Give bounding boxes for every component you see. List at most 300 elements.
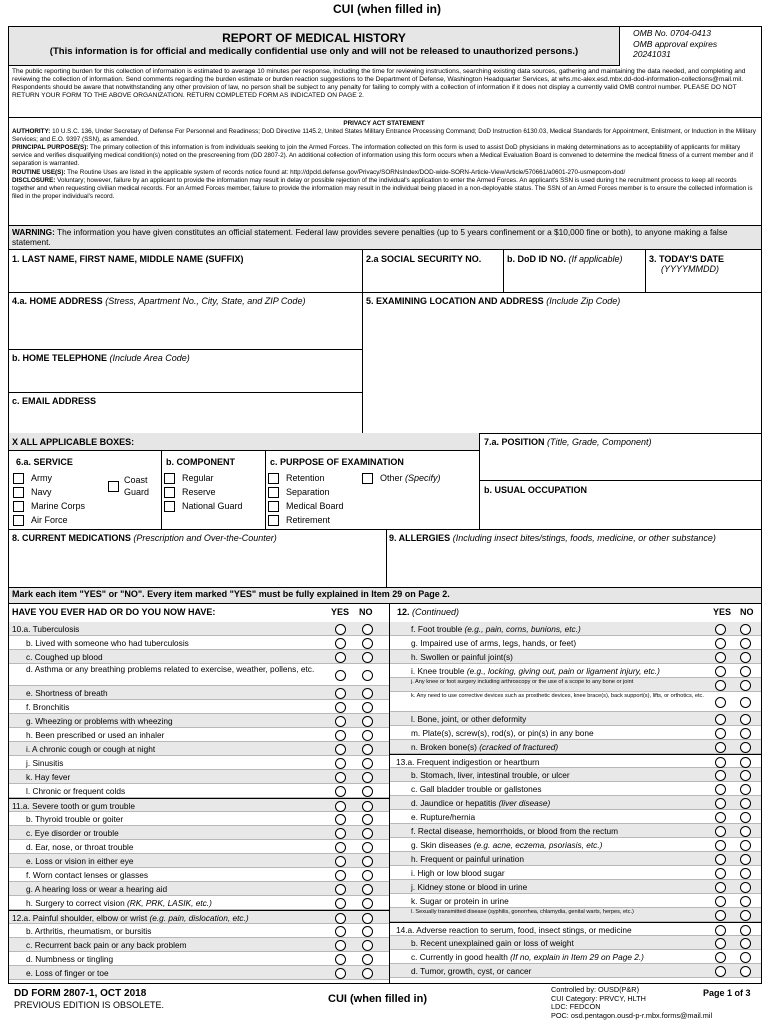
question-row <box>390 740 761 754</box>
question-row <box>9 952 389 966</box>
yes-radio[interactable] <box>715 896 726 907</box>
checkbox-label-retirement: Retirement <box>286 515 331 525</box>
divider <box>9 587 761 588</box>
question-row <box>390 950 761 964</box>
question-label: g. Wheezing or problems with wheezing <box>26 716 173 726</box>
question-row <box>9 910 389 924</box>
no-radio[interactable] <box>362 772 373 783</box>
yes-radio[interactable] <box>335 730 346 741</box>
question-label: e. Loss of finger or toe <box>26 968 109 978</box>
no-radio[interactable] <box>740 925 751 936</box>
warning-box <box>9 225 761 250</box>
question-row <box>390 866 761 880</box>
no-radio[interactable] <box>362 954 373 965</box>
no-radio[interactable] <box>362 716 373 727</box>
yes-radio[interactable] <box>335 954 346 965</box>
no-radio[interactable] <box>740 854 751 865</box>
checkbox-marine-corps[interactable] <box>13 501 24 512</box>
question-row <box>390 810 761 824</box>
yes-radio[interactable] <box>335 898 346 909</box>
question-row <box>390 908 761 922</box>
yes-radio[interactable] <box>715 840 726 851</box>
divider <box>9 292 761 293</box>
no-radio[interactable] <box>740 638 751 649</box>
purpose-label: PRINCIPAL PURPOSE(S): <box>12 144 89 152</box>
yes-radio[interactable] <box>335 913 346 924</box>
question-label: b. Stomach, liver, intestinal trouble, or ulcer <box>411 770 570 780</box>
mark-instructions: Mark each item "YES" or "NO". Every item marked "YES" must be fully explained in Item 29 on Page 2. <box>12 589 450 599</box>
yes-radio[interactable] <box>335 926 346 937</box>
question-label: g. Skin diseases (e.g. acne, eczema, psoriasis, etc.) <box>411 840 603 850</box>
yes-radio[interactable] <box>335 772 346 783</box>
divider <box>9 117 761 118</box>
medications-label: 8. CURRENT MEDICATIONS (Prescription and Over-the-Counter) <box>12 533 277 543</box>
no-radio[interactable] <box>362 870 373 881</box>
authority-label: AUTHORITY: <box>12 128 51 136</box>
dod-id-input[interactable] <box>505 265 644 291</box>
question-row <box>9 854 389 868</box>
question-row <box>390 880 761 894</box>
yes-header-left: YES <box>331 607 350 617</box>
question-row <box>9 784 389 798</box>
yes-radio[interactable] <box>335 624 346 635</box>
question-row <box>9 756 389 770</box>
question-row <box>390 768 761 782</box>
no-radio[interactable] <box>362 786 373 797</box>
question-row <box>390 664 761 678</box>
poc: POC: osd.pentagon.ousd-p-r.mbx.forms@mail.mil <box>551 1010 713 1020</box>
yes-radio[interactable] <box>335 828 346 839</box>
routine-text: The Routine Uses are listed in the applicable system of records notice found at: http://dpcld.defense.gov/Privacy/SORNsIndex/DOD-wide-SORN-Article-View/Article/570661/a0601-270-usmepcom-dod/ <box>67 168 626 176</box>
yes-radio[interactable] <box>715 854 726 865</box>
question-label: b. Arthritis, rheumatism, or bursitis <box>26 926 152 936</box>
question-label: j. Sinusitis <box>26 758 64 768</box>
obsolete-notice: PREVIOUS EDITION IS OBSOLETE. <box>14 1000 165 1010</box>
yes-radio[interactable] <box>715 638 726 649</box>
no-radio[interactable] <box>362 856 373 867</box>
question-row <box>9 840 389 854</box>
divider <box>9 603 761 604</box>
question-label: e. Shortness of breath <box>26 688 108 698</box>
question-row <box>390 636 761 650</box>
no-radio[interactable] <box>740 938 751 949</box>
omb-date: 20241031 <box>633 49 671 59</box>
dod-id-field-label: b. DoD ID NO. (If applicable) <box>507 254 623 264</box>
yes-radio[interactable] <box>715 826 726 837</box>
question-label: d. Ear, nose, or throat trouble <box>26 842 134 852</box>
question-label: l. Bone, joint, or other deformity <box>411 714 527 724</box>
no-radio[interactable] <box>740 840 751 851</box>
question-row <box>9 826 389 840</box>
no-radio[interactable] <box>362 842 373 853</box>
yes-radio[interactable] <box>335 870 346 881</box>
question-label: 14.a. Adverse reaction to serum, food, insect stings, or medicine <box>396 925 632 935</box>
no-radio[interactable] <box>362 898 373 909</box>
question-row <box>9 622 389 636</box>
checkbox-label-regular: Regular <box>182 473 214 483</box>
ssn-field-label: 2.a SOCIAL SECURITY NO. <box>366 254 482 264</box>
no-radio[interactable] <box>740 714 751 725</box>
question-label: 13.a. Frequent indigestion or heartburn <box>396 757 540 767</box>
checkbox-air-force[interactable] <box>13 515 24 526</box>
yes-radio[interactable] <box>715 714 726 725</box>
question-label: h. Been prescribed or used an inhaler <box>26 730 165 740</box>
question-label: h. Swollen or painful joint(s) <box>411 652 513 662</box>
question-label: k. Any need to use corrective devices such as prosthetic devices, knee brace(s), back support(s), lifts, or orthotics, etc. <box>411 693 704 699</box>
form-number: DD FORM 2807-1, OCT 2018 <box>14 988 147 999</box>
yes-radio[interactable] <box>715 882 726 893</box>
divider <box>386 529 387 587</box>
no-radio[interactable] <box>362 758 373 769</box>
question-label: c. Coughed up blood <box>26 652 103 662</box>
question-label: l. Chronic or frequent colds <box>26 786 126 796</box>
no-radio[interactable] <box>362 624 373 635</box>
question-label: f. Worn contact lenses or glasses <box>26 870 149 880</box>
authority-text: 10 U.S.C. 136, Under Secretary of Defense For Personnel and Readiness; DoD Directive 1145.2, United States Military Entrance Processing Command; DoD Instruction 6130.03, Medical Standards for Appointment, Enlistment, or Induction in the Military Services; and E.O. 9397 (SSN), as amended. <box>12 128 756 144</box>
question-label: g. A hearing loss or wear a hearing aid <box>26 884 168 894</box>
question-row <box>9 896 389 910</box>
yes-radio[interactable] <box>715 680 726 691</box>
no-radio[interactable] <box>740 666 751 677</box>
yes-radio[interactable] <box>335 638 346 649</box>
question-row <box>9 770 389 784</box>
email-label: c. EMAIL ADDRESS <box>12 396 97 406</box>
no-radio[interactable] <box>740 826 751 837</box>
no-radio[interactable] <box>740 966 751 977</box>
applicable-boxes-label: X ALL APPLICABLE BOXES: <box>12 437 135 447</box>
privacy-title: PRIVACY ACT STATEMENT <box>343 120 425 127</box>
no-radio[interactable] <box>740 798 751 809</box>
question-row <box>390 922 761 936</box>
yes-radio[interactable] <box>335 968 346 979</box>
question-row <box>390 692 761 712</box>
question-row <box>390 964 761 978</box>
question-row <box>9 882 389 896</box>
page-number: Page 1 of 3 <box>703 988 751 998</box>
yes-radio[interactable] <box>335 702 346 713</box>
question-label: 12.a. Painful shoulder, elbow or wrist (e.g. pain, dislocation, etc.) <box>12 913 249 923</box>
yes-radio[interactable] <box>715 757 726 768</box>
divider <box>645 250 646 292</box>
question-row <box>9 924 389 938</box>
question-label: k. Sugar or protein in urine <box>411 896 509 906</box>
home-phone-input[interactable] <box>10 365 361 391</box>
exam-location-label: 5. EXAMINING LOCATION AND ADDRESS (Include Zip Code) <box>366 296 621 306</box>
yes-radio[interactable] <box>715 812 726 823</box>
checkbox-retention[interactable] <box>268 473 279 484</box>
controlled-by: Controlled by: OUSD(P&R) <box>551 985 639 994</box>
no-radio[interactable] <box>362 828 373 839</box>
divider <box>479 433 480 529</box>
form-title: REPORT OF MEDICAL HISTORY <box>222 31 406 45</box>
yes-radio[interactable] <box>715 697 726 708</box>
yes-radio[interactable] <box>335 884 346 895</box>
question-label: c. Recurrent back pain or any back problem <box>26 940 187 950</box>
cui-footer: CUI (when filled in) <box>328 993 427 1005</box>
no-header-left: NO <box>359 607 373 617</box>
privacy-act-statement <box>12 120 756 201</box>
question-label: i. A chronic cough or cough at night <box>26 744 156 754</box>
question-label: e. Rupture/hernia <box>411 812 476 822</box>
yes-radio[interactable] <box>335 670 346 681</box>
burden-statement: The public reporting burden for this collection of information is estimated to average 10 minutes per response, including the time for reviewing instructions, searching existing data sources, gathering and maintaining the data needed, and completing and reviewing the collection of information. Send comments regarding the burden estimate or burden reaction suggestions to the Department of Defense, Washington Headquarter Services, at whs.mc-alex.esd.mbx.dd-dod-information-collections@mail.mil. Respondents should be aware that notwithstanding any other provision of law, no person shall be subject to any penalty for failing to comply with a collection of information if it does not display a currently valid OMB control number. PLEASE DO NOT RETURN YOUR FORM TO THE ABOVE ORGANIZATION. RETURN COMPLETED FORM AS INDICATED ON PAGE 2. <box>12 68 746 100</box>
yes-radio[interactable] <box>335 842 346 853</box>
question-row <box>390 796 761 810</box>
divider <box>9 392 362 393</box>
disclosure-text: Voluntary; however, failure by an applicant to provide the information may result in delay or possible rejection of the individual's application to enter the Armed Forces. An applicant's SSN is used during t he recruitment process to keep all records together and when requesting civilian medical records. For an Armed Forces member, failure to provide the information may result in the individual being placed in a non-deployable status. The SSN of an Armed Forces member is to ensure the collected information is filed in the proper individual's record. <box>12 176 753 200</box>
question-row <box>390 726 761 740</box>
question-row <box>9 812 389 826</box>
no-radio[interactable] <box>362 926 373 937</box>
question-row <box>9 714 389 728</box>
checkbox-reserve[interactable] <box>164 487 175 498</box>
no-radio[interactable] <box>362 814 373 825</box>
checkbox-retirement[interactable] <box>268 515 279 526</box>
no-radio[interactable] <box>362 670 373 681</box>
no-radio[interactable] <box>362 801 373 812</box>
home-phone-label: b. HOME TELEPHONE (Include Area Code) <box>12 353 190 363</box>
question-label: h. Frequent or painful urination <box>411 854 525 864</box>
yes-radio[interactable] <box>335 688 346 699</box>
component-title: b. COMPONENT <box>166 457 235 467</box>
checkbox-label-coast-guard: Coast Guard <box>124 475 150 497</box>
no-radio[interactable] <box>740 770 751 781</box>
question-label: 10.a. Tuberculosis <box>12 624 80 634</box>
warning-text: The information you have given constitutes an official statement. Federal law provides severe penalties (up to 5 years confinement or a $10,000 fine or both), to anyone making a false statement. <box>12 227 728 247</box>
yes-radio[interactable] <box>715 666 726 677</box>
question-label: 11.a. Severe tooth or gum trouble <box>12 801 135 811</box>
purpose-title: c. PURPOSE OF EXAMINATION <box>270 457 404 467</box>
question-label: n. Broken bone(s) (cracked of fractured) <box>411 742 559 752</box>
usual-occupation-label: b. USUAL OCCUPATION <box>484 485 587 495</box>
exam-location-input[interactable] <box>364 308 760 432</box>
service-title: 6.a. SERVICE <box>16 457 73 467</box>
yes-radio[interactable] <box>335 716 346 727</box>
yes-radio[interactable] <box>335 758 346 769</box>
omb-block <box>633 28 717 60</box>
usual-occupation-input[interactable] <box>481 497 760 528</box>
yes-radio[interactable] <box>715 784 726 795</box>
question-label: f. Rectal disease, hemorrhoids, or blood from the rectum <box>411 826 619 836</box>
form-header <box>9 27 620 66</box>
question-row <box>9 700 389 714</box>
allergies-input[interactable] <box>388 545 760 586</box>
checkbox-label-separation: Separation <box>286 487 330 497</box>
no-radio[interactable] <box>740 680 751 691</box>
checkbox-label-other: Other (Specify) <box>380 473 441 483</box>
yes-radio[interactable] <box>335 652 346 663</box>
no-radio[interactable] <box>362 638 373 649</box>
checkbox-separation[interactable] <box>268 487 279 498</box>
no-radio[interactable] <box>740 910 751 921</box>
checkbox-medical-board[interactable] <box>268 501 279 512</box>
home-address-label: 4.a. HOME ADDRESS (Stress, Apartment No., City, State, and ZIP Code) <box>12 296 306 306</box>
form-subtitle: (This information is for official and medically confidential use only and will not be released to unauthorized persons.) <box>49 46 579 57</box>
yes-radio[interactable] <box>715 966 726 977</box>
question-label: k. Hay fever <box>26 772 71 782</box>
question-label: g. Impaired use of arms, legs, hands, or feet) <box>411 638 577 648</box>
no-radio[interactable] <box>740 742 751 753</box>
checkbox-label-army: Army <box>31 473 52 483</box>
questions-header-left: HAVE YOU EVER HAD OR DO YOU NOW HAVE: <box>12 607 216 617</box>
no-radio[interactable] <box>362 652 373 663</box>
divider <box>9 349 362 350</box>
question-row <box>9 728 389 742</box>
divider <box>9 529 761 530</box>
yes-radio[interactable] <box>715 798 726 809</box>
yes-radio[interactable] <box>715 938 726 949</box>
medications-input[interactable] <box>10 545 385 586</box>
cui-category: CUI Category: PRVCY, HLTH <box>551 993 646 1003</box>
no-radio[interactable] <box>362 940 373 951</box>
omb-number: OMB No. 0704-0413 <box>633 28 711 38</box>
date-input[interactable] <box>647 275 760 291</box>
no-radio[interactable] <box>362 730 373 741</box>
no-radio[interactable] <box>740 624 751 635</box>
question-row <box>390 622 761 636</box>
question-row <box>9 966 389 980</box>
allergies-label: 9. ALLERGIES (Including insect bites/stings, foods, medicine, or other substance) <box>389 533 716 543</box>
checkbox-army[interactable] <box>13 473 24 484</box>
question-label: l. Sexually transmitted disease (syphilis, gonorrhea, chlamydia, genital warts, herpes, etc.) <box>411 909 634 915</box>
yes-radio[interactable] <box>715 624 726 635</box>
yes-radio[interactable] <box>715 868 726 879</box>
divider <box>265 450 266 529</box>
omb-expires: OMB approval expires <box>633 38 718 49</box>
question-row <box>390 650 761 664</box>
question-label: d. Tumor, growth, cyst, or cancer <box>411 966 532 976</box>
no-radio[interactable] <box>740 868 751 879</box>
ldc: LDC: FEDCON <box>551 1002 601 1012</box>
question-label: b. Lived with someone who had tuberculosis <box>26 638 189 648</box>
yes-radio[interactable] <box>715 925 726 936</box>
question-row <box>390 894 761 908</box>
no-radio[interactable] <box>362 884 373 895</box>
no-radio[interactable] <box>740 784 751 795</box>
divider <box>9 450 479 451</box>
divider <box>503 250 504 292</box>
question-label: c. Eye disorder or trouble <box>26 828 119 838</box>
no-radio[interactable] <box>362 688 373 699</box>
name-field-label: 1. LAST NAME, FIRST NAME, MIDDLE NAME (SUFFIX) <box>12 254 244 264</box>
no-radio[interactable] <box>740 812 751 823</box>
yes-radio[interactable] <box>715 770 726 781</box>
question-label: c. Gall bladder trouble or gallstones <box>411 784 542 794</box>
yes-radio[interactable] <box>335 786 346 797</box>
no-radio[interactable] <box>362 744 373 755</box>
divider <box>161 450 162 529</box>
yes-radio[interactable] <box>715 742 726 753</box>
question-row <box>390 936 761 950</box>
question-label: c. Currently in good health (If no, explain in Item 29 on Page 2.) <box>411 952 644 962</box>
question-label: d. Jaundice or hepatitis (liver disease) <box>411 798 551 808</box>
question-row <box>9 650 389 664</box>
no-radio[interactable] <box>362 968 373 979</box>
purpose-text: The primary collection of this information is from individuals seeking to join the Armed Forces. The information collected on this form is used to assist DoD physicians in making determinations as to acceptability of applicants for military service and verifies disqualifying medical condition(s) noted on the prescreening from (DD 2807-2). An additional collection of information using this form occurs when a Medical Evaluation Board is convened to determine the medical fitness of a current member and if separation is warranted. <box>12 144 753 168</box>
yes-header-right: YES <box>713 607 732 617</box>
question-row <box>9 798 389 812</box>
question-label: m. Plate(s), screw(s), rod(s), or pin(s) in any bone <box>411 728 594 738</box>
checkbox-label-reserve: Reserve <box>182 487 216 497</box>
control-block <box>551 986 712 1020</box>
question-row <box>390 824 761 838</box>
yes-radio[interactable] <box>335 801 346 812</box>
question-label: f. Bronchitis <box>26 702 70 712</box>
no-radio[interactable] <box>740 652 751 663</box>
question-label: b. Thyroid trouble or goiter <box>26 814 124 824</box>
ssn-input[interactable] <box>364 265 502 291</box>
question-row <box>390 838 761 852</box>
question-row <box>390 754 761 768</box>
question-label: h. Surgery to correct vision (RK, PRK, LASIK, etc.) <box>26 898 212 908</box>
question-label: d. Asthma or any breathing problems related to exercise, weather, pollens, etc. <box>26 664 315 674</box>
divider <box>362 250 363 433</box>
email-input[interactable] <box>10 408 361 432</box>
no-radio[interactable] <box>740 697 751 708</box>
yes-radio[interactable] <box>335 744 346 755</box>
question-row <box>9 664 389 686</box>
yes-radio[interactable] <box>715 910 726 921</box>
yes-radio[interactable] <box>715 952 726 963</box>
checkbox-navy[interactable] <box>13 487 24 498</box>
question-row <box>9 686 389 700</box>
checkbox-national-guard[interactable] <box>164 501 175 512</box>
question-row <box>9 868 389 882</box>
checkbox-label-marine-corps: Marine Corps <box>31 501 86 511</box>
checkbox-label-retention: Retention <box>286 473 325 483</box>
question-label: i. High or low blood sugar <box>411 868 505 878</box>
no-radio[interactable] <box>740 882 751 893</box>
position-input[interactable] <box>481 450 760 479</box>
checkbox-label-medical-board: Medical Board <box>286 501 344 511</box>
no-radio[interactable] <box>740 952 751 963</box>
position-label: 7.a. POSITION (Title, Grade, Component) <box>484 437 652 447</box>
question-row <box>9 636 389 650</box>
question-row <box>390 712 761 726</box>
question-label: i. Knee trouble (e.g., locking, giving out, pain or ligament injury, etc.) <box>411 666 660 676</box>
no-radio[interactable] <box>362 702 373 713</box>
home-address-input[interactable] <box>10 308 361 348</box>
question-row <box>390 678 761 692</box>
no-radio[interactable] <box>362 913 373 924</box>
question-label: j. Any knee or foot surgery including arthroscopy or the use of a scope to any bone or joint <box>411 679 634 685</box>
yes-radio[interactable] <box>335 856 346 867</box>
checkbox-label-national-guard: National Guard <box>182 501 243 511</box>
checkbox-label-navy: Navy <box>31 487 52 497</box>
routine-label: ROUTINE USE(S): <box>12 168 66 176</box>
question-label: f. Foot trouble (e.g., pain, corns, bunions, etc.) <box>411 624 581 634</box>
question-row <box>390 852 761 866</box>
question-label: e. Loss or vision in either eye <box>26 856 134 866</box>
no-radio[interactable] <box>740 757 751 768</box>
yes-radio[interactable] <box>335 814 346 825</box>
yes-radio[interactable] <box>715 652 726 663</box>
checkbox-other[interactable] <box>362 473 373 484</box>
checkbox-label-air-force: Air Force <box>31 515 68 525</box>
checkbox-coast-guard[interactable] <box>108 481 119 492</box>
yes-radio[interactable] <box>715 728 726 739</box>
question-label: b. Recent unexplained gain or loss of weight <box>411 938 574 948</box>
name-input[interactable] <box>10 265 361 291</box>
cui-header: CUI (when filled in) <box>333 2 441 16</box>
divider <box>479 480 761 481</box>
no-header-right: NO <box>740 607 754 617</box>
no-radio[interactable] <box>740 896 751 907</box>
yes-radio[interactable] <box>335 940 346 951</box>
no-radio[interactable] <box>740 728 751 739</box>
checkbox-regular[interactable] <box>164 473 175 484</box>
disclosure-label: DISCLOSURE: <box>12 176 56 184</box>
